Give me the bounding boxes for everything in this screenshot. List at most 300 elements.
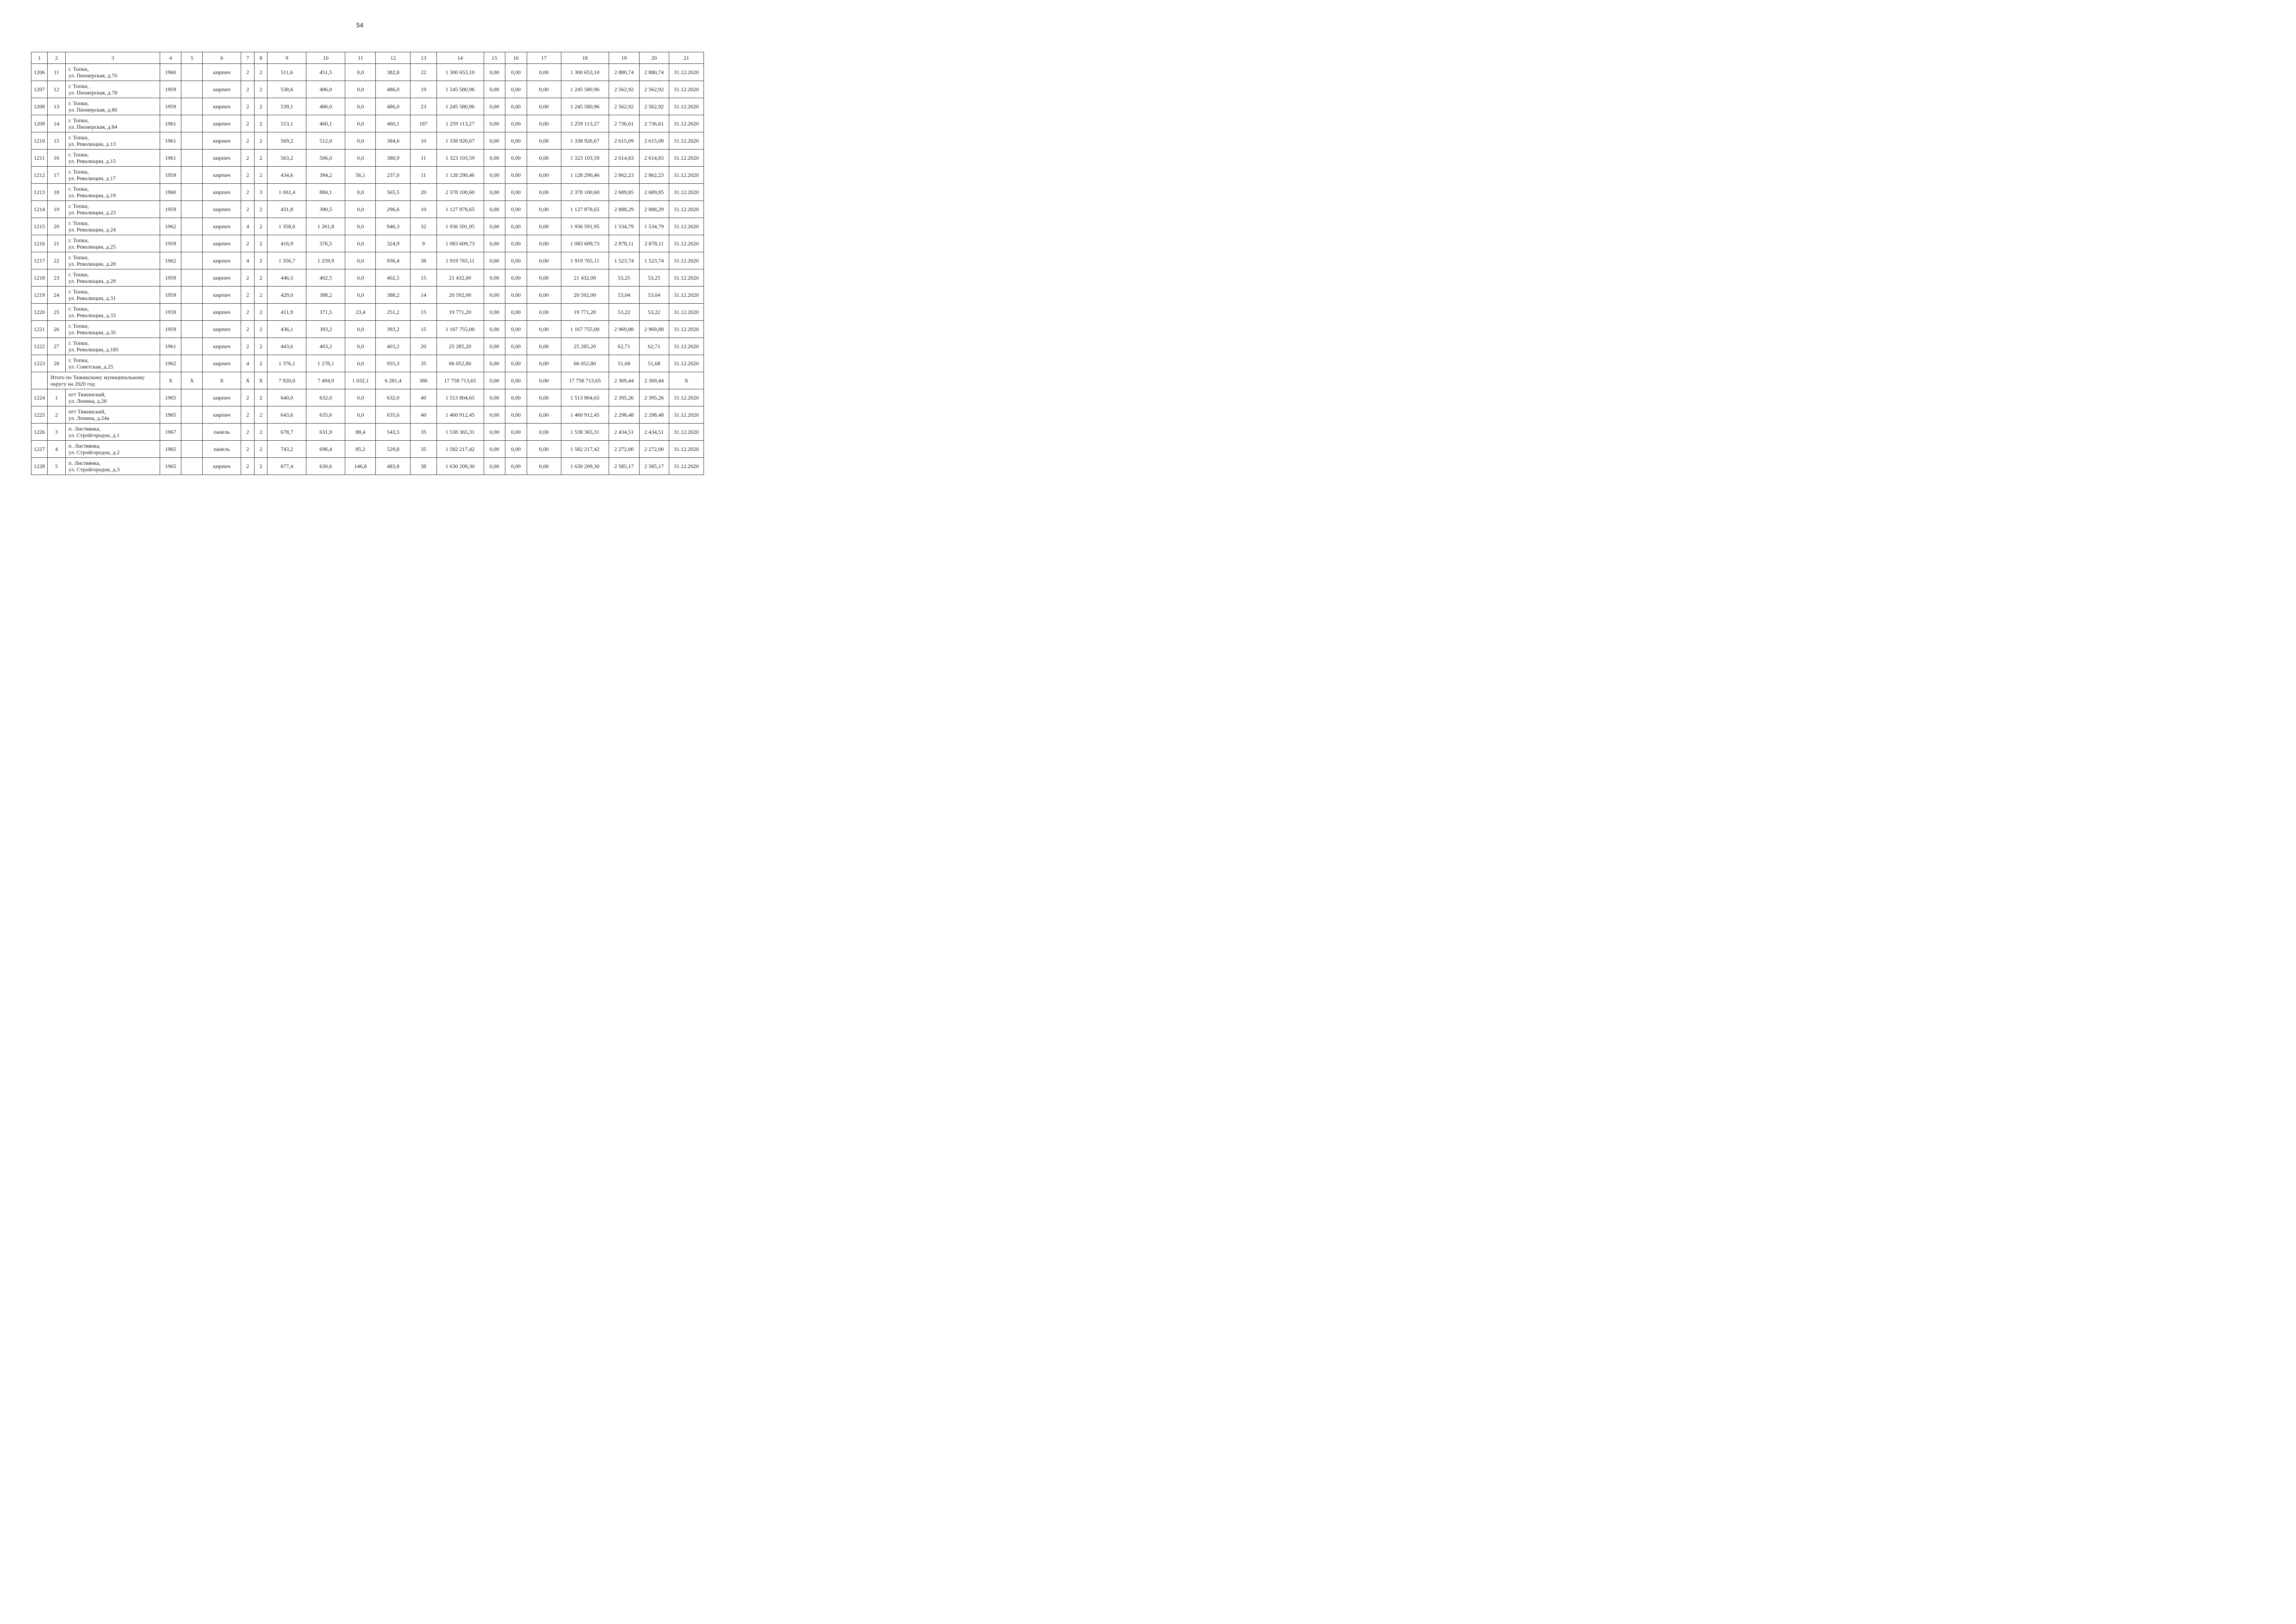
table-cell: кирпич — [203, 218, 241, 235]
table-cell: 382,8 — [376, 64, 411, 81]
row-sequence-cell: 1 — [48, 389, 66, 406]
table-cell — [181, 98, 203, 115]
table-cell: 1 128 290,46 — [436, 167, 484, 184]
table-row — [31, 389, 704, 406]
table-cell: 1959 — [160, 287, 181, 304]
table-cell: 53,25 — [639, 269, 669, 287]
table-cell: 1 358,6 — [268, 218, 306, 235]
address-settlement: пгт Тяжинский, — [68, 408, 106, 415]
table-cell — [181, 338, 203, 355]
table-cell: 1 356,7 — [268, 252, 306, 269]
table-cell: 631,9 — [306, 424, 345, 441]
table-cell: 2 — [255, 321, 268, 338]
address-cell — [66, 218, 160, 235]
table-cell: 19 — [411, 81, 436, 98]
table-cell: 2 — [255, 218, 268, 235]
table-cell: 2 — [255, 252, 268, 269]
table-cell — [181, 201, 203, 218]
table-cell: 53,22 — [639, 304, 669, 321]
table-cell: 486,0 — [306, 81, 345, 98]
address-street: ул. Революции, д.23 — [68, 209, 116, 216]
address-cell — [66, 115, 160, 132]
table-cell: 402,5 — [306, 269, 345, 287]
table-cell: 3 — [255, 184, 268, 201]
table-cell: 2 689,85 — [639, 184, 669, 201]
table-cell: 38 — [411, 458, 436, 475]
table-cell: кирпич — [203, 287, 241, 304]
address-street: ул. Революции, д.185 — [68, 346, 119, 353]
table-cell: 632,0 — [376, 389, 411, 406]
table-cell: 23,4 — [345, 304, 376, 321]
column-header: 19 — [609, 52, 639, 64]
table-cell: 0,00 — [505, 218, 527, 235]
row-number-cell: 1219 — [31, 287, 48, 304]
table-cell: кирпич — [203, 115, 241, 132]
table-cell: 31.12.2020 — [669, 98, 703, 115]
table-cell: 237,0 — [376, 167, 411, 184]
table-cell — [181, 150, 203, 167]
table-cell: 0,00 — [527, 424, 561, 441]
address-cell — [66, 287, 160, 304]
row-number-cell: 1212 — [31, 167, 48, 184]
row-sequence-cell: 18 — [48, 184, 66, 201]
column-header: 2 — [48, 52, 66, 64]
table-cell: 2 — [241, 424, 255, 441]
table-cell: 429,0 — [268, 287, 306, 304]
address-settlement: пгт Тяжинский, — [68, 391, 106, 398]
total-cell: X — [181, 372, 203, 389]
address-settlement: г. Топки, — [68, 288, 89, 295]
table-cell: 0,00 — [484, 338, 505, 355]
address-settlement: г. Топки, — [68, 323, 89, 329]
column-header: 1 — [31, 52, 48, 64]
table-cell: кирпич — [203, 304, 241, 321]
table-cell: 2 434,51 — [639, 424, 669, 441]
table-cell: 251,2 — [376, 304, 411, 321]
table-cell: 0,00 — [484, 184, 505, 201]
table-cell: 2 615,09 — [639, 132, 669, 150]
table-row — [31, 287, 704, 304]
address-street: ул. Пионерская, д.80 — [68, 106, 118, 113]
table-cell: 2 395,26 — [609, 389, 639, 406]
table-cell: 0,0 — [345, 184, 376, 201]
table-row — [31, 81, 704, 98]
table-cell: 2 880,74 — [639, 64, 669, 81]
table-cell: 511,6 — [268, 64, 306, 81]
table-cell: 2 562,92 — [609, 81, 639, 98]
table-cell: кирпич — [203, 355, 241, 372]
table-cell: 2 — [255, 441, 268, 458]
table-cell: 431,8 — [268, 201, 306, 218]
table-cell: 677,4 — [268, 458, 306, 475]
address-settlement: г. Топки, — [68, 117, 89, 124]
table-cell: 0,00 — [527, 406, 561, 424]
table-cell: 2 — [241, 441, 255, 458]
row-sequence-cell: 4 — [48, 441, 66, 458]
table-cell: 2 — [255, 458, 268, 475]
table-cell: 1962 — [160, 218, 181, 235]
table-cell: 0,0 — [345, 406, 376, 424]
address-settlement: г. Топки, — [68, 340, 89, 346]
address-cell — [66, 132, 160, 150]
table-cell: 53,04 — [639, 287, 669, 304]
table-cell: 0,00 — [527, 338, 561, 355]
table-cell: 0,00 — [484, 235, 505, 252]
row-number-cell: 1228 — [31, 458, 48, 475]
table-cell: 0,0 — [345, 389, 376, 406]
table-cell: 0,00 — [505, 304, 527, 321]
address-cell — [66, 81, 160, 98]
table-cell: 1 534,79 — [609, 218, 639, 235]
table-cell: 543,5 — [376, 424, 411, 441]
table-cell: 0,00 — [527, 355, 561, 372]
table-cell: 56,1 — [345, 167, 376, 184]
table-cell: 0,00 — [484, 321, 505, 338]
table-cell: 0,0 — [345, 64, 376, 81]
table-cell — [181, 167, 203, 184]
table-cell: 31.12.2020 — [669, 441, 703, 458]
table-cell: 0,00 — [505, 252, 527, 269]
table-cell: 513,1 — [268, 115, 306, 132]
table-cell: 2 — [241, 304, 255, 321]
address-settlement: г. Топки, — [68, 220, 89, 226]
table-cell: 2 — [255, 167, 268, 184]
table-cell: 0,00 — [505, 64, 527, 81]
table-cell: 0,00 — [505, 406, 527, 424]
table-cell: 31.12.2020 — [669, 235, 703, 252]
table-cell: 460,1 — [306, 115, 345, 132]
row-sequence-cell: 23 — [48, 269, 66, 287]
table-cell: 31.12.2020 — [669, 338, 703, 355]
table-cell: 1965 — [160, 441, 181, 458]
address-street: ул. Ленина, д.24а — [68, 415, 109, 421]
table-cell — [181, 81, 203, 98]
table-cell: 0,0 — [345, 355, 376, 372]
table-cell: 0,00 — [505, 424, 527, 441]
table-cell: 40 — [411, 406, 436, 424]
table-cell: 390,5 — [306, 201, 345, 218]
total-cell: 17 758 713,65 — [561, 372, 609, 389]
table-cell: 31.12.2020 — [669, 150, 703, 167]
table-cell: 1 534,79 — [639, 218, 669, 235]
address-cell — [66, 321, 160, 338]
table-cell: 2 562,92 — [639, 98, 669, 115]
table-cell: 2 — [255, 269, 268, 287]
table-cell: 53,04 — [609, 287, 639, 304]
table-cell: 35 — [411, 355, 436, 372]
table-cell: 0,00 — [484, 201, 505, 218]
row-sequence-cell: 17 — [48, 167, 66, 184]
table-cell: 2 — [241, 321, 255, 338]
table-cell: 506,0 — [306, 150, 345, 167]
address-street: ул. Революции, д.17 — [68, 175, 116, 181]
table-cell: 4 — [241, 218, 255, 235]
table-cell: 1 582 217,42 — [436, 441, 484, 458]
address-street: ул. Советская, д.25 — [68, 363, 113, 370]
table-cell: 380,9 — [376, 150, 411, 167]
total-empty-cell — [31, 372, 48, 389]
address-street: ул. Стройгородок, д.2 — [68, 449, 120, 456]
table-cell: 0,00 — [484, 441, 505, 458]
table-cell: 1959 — [160, 98, 181, 115]
table-cell: 4 — [241, 355, 255, 372]
table-cell: 31.12.2020 — [669, 252, 703, 269]
row-number-cell: 1213 — [31, 184, 48, 201]
table-cell: 0,00 — [505, 132, 527, 150]
table-cell: 2 969,88 — [609, 321, 639, 338]
address-settlement: г. Топки, — [68, 357, 89, 363]
table-cell: 31.12.2020 — [669, 287, 703, 304]
table-cell: 0,00 — [527, 64, 561, 81]
table-cell — [181, 269, 203, 287]
address-settlement: п. Листвянка, — [68, 425, 101, 432]
address-street: ул. Революции, д.29 — [68, 278, 116, 284]
table-cell: 2 — [241, 287, 255, 304]
row-sequence-cell: 14 — [48, 115, 66, 132]
table-cell — [181, 115, 203, 132]
table-cell: 2 — [241, 98, 255, 115]
table-cell: 1 936 591,95 — [436, 218, 484, 235]
total-cell: 0,00 — [527, 372, 561, 389]
table-cell: 1965 — [160, 406, 181, 424]
table-cell: 0,00 — [484, 406, 505, 424]
row-number-cell: 1227 — [31, 441, 48, 458]
table-cell: 394,2 — [306, 167, 345, 184]
table-cell: 2 298,48 — [639, 406, 669, 424]
total-cell: 7 494,9 — [306, 372, 345, 389]
table-cell — [181, 218, 203, 235]
address-cell — [66, 338, 160, 355]
table-row — [31, 304, 704, 321]
table-cell: 0,00 — [484, 389, 505, 406]
table-cell: 1 245 580,96 — [561, 81, 609, 98]
table-cell: 0,0 — [345, 252, 376, 269]
table-cell: 1962 — [160, 252, 181, 269]
table-cell: 2 — [255, 389, 268, 406]
table-cell: кирпич — [203, 406, 241, 424]
table-cell: 0,00 — [527, 132, 561, 150]
table-cell: 2 — [255, 355, 268, 372]
table-cell: кирпич — [203, 321, 241, 338]
table-cell: 2 888,29 — [639, 201, 669, 218]
table-cell: 443,6 — [268, 338, 306, 355]
table-cell: 2 585,17 — [639, 458, 669, 475]
table-cell: 2 — [255, 235, 268, 252]
table-cell: кирпич — [203, 389, 241, 406]
table-cell: 2 — [241, 235, 255, 252]
table-cell: 955,3 — [376, 355, 411, 372]
row-number-cell: 1222 — [31, 338, 48, 355]
table-cell: 0,00 — [484, 458, 505, 475]
address-settlement: г. Топки, — [68, 151, 89, 158]
table-cell: 31.12.2020 — [669, 321, 703, 338]
table-cell: 2 — [255, 98, 268, 115]
table-cell: кирпич — [203, 167, 241, 184]
table-cell: 1 513 804,65 — [561, 389, 609, 406]
table-cell: 2 — [241, 81, 255, 98]
table-cell: 2 862,23 — [609, 167, 639, 184]
table-cell: 324,9 — [376, 235, 411, 252]
table-cell: 0,00 — [484, 98, 505, 115]
row-sequence-cell: 16 — [48, 150, 66, 167]
table-cell: 35 — [411, 424, 436, 441]
table-cell: 31.12.2020 — [669, 424, 703, 441]
column-header: 7 — [241, 52, 255, 64]
total-label-line: Итого по Тяжинскому муниципальному — [50, 374, 145, 381]
table-cell: 0,0 — [345, 132, 376, 150]
address-settlement: г. Топки, — [68, 83, 89, 89]
address-cell — [66, 98, 160, 115]
table-cell: 1959 — [160, 235, 181, 252]
table-cell: 0,00 — [505, 201, 527, 218]
table-cell: 2 — [255, 338, 268, 355]
table-cell: 0,00 — [527, 441, 561, 458]
table-cell: 88,4 — [345, 424, 376, 441]
table-cell: 569,2 — [268, 132, 306, 150]
table-cell: 2 298,48 — [609, 406, 639, 424]
table-cell: 451,5 — [306, 64, 345, 81]
table-cell: 53,25 — [609, 269, 639, 287]
table-cell: 2 395,26 — [639, 389, 669, 406]
table-cell: 0,00 — [505, 338, 527, 355]
table-cell: 2 736,61 — [609, 115, 639, 132]
table-cell: 35 — [411, 441, 436, 458]
table-cell: 1 582 217,42 — [561, 441, 609, 458]
table-cell: 23 — [411, 98, 436, 115]
table-cell: 1 460 912,45 — [561, 406, 609, 424]
table-cell: 1 338 926,67 — [561, 132, 609, 150]
table-row — [31, 441, 704, 458]
table-cell: 1 538 365,31 — [561, 424, 609, 441]
table-cell: 1 936 591,95 — [561, 218, 609, 235]
table-cell: 371,5 — [306, 304, 345, 321]
table-cell: 2 614,83 — [639, 150, 669, 167]
column-header: 14 — [436, 52, 484, 64]
address-street: ул. Революции, д.13 — [68, 141, 116, 147]
table-cell: 1 127 878,65 — [436, 201, 484, 218]
total-cell: 0,00 — [484, 372, 505, 389]
address-settlement: г. Топки, — [68, 66, 89, 72]
table-cell: 4 — [241, 252, 255, 269]
table-cell: 0,0 — [345, 235, 376, 252]
row-number-cell: 1215 — [31, 218, 48, 235]
table-cell: 31.12.2020 — [669, 218, 703, 235]
total-cell: 2 369,44 — [639, 372, 669, 389]
table-cell: 2 — [241, 389, 255, 406]
table-row — [31, 64, 704, 81]
row-number-cell: 1211 — [31, 150, 48, 167]
table-cell: 31.12.2020 — [669, 201, 703, 218]
table-cell: 2 378 100,60 — [561, 184, 609, 201]
table-cell: 539,1 — [268, 98, 306, 115]
address-cell — [66, 458, 160, 475]
table-cell: 0,00 — [527, 167, 561, 184]
table-cell: 1959 — [160, 321, 181, 338]
table-cell: 1961 — [160, 115, 181, 132]
table-cell: 2 — [241, 458, 255, 475]
table-cell: 2 — [241, 150, 255, 167]
table-cell: кирпич — [203, 458, 241, 475]
address-settlement: г. Топки, — [68, 254, 89, 261]
table-cell: 884,1 — [306, 184, 345, 201]
table-cell: 0,00 — [505, 167, 527, 184]
table-cell: 630,6 — [306, 458, 345, 475]
table-cell: 416,9 — [268, 235, 306, 252]
table-cell: 31.12.2020 — [669, 184, 703, 201]
address-settlement: п. Листвянка, — [68, 443, 101, 449]
row-sequence-cell: 11 — [48, 64, 66, 81]
address-street: ул. Революции, д.25 — [68, 244, 116, 250]
address-settlement: п. Листвянка, — [68, 460, 101, 466]
table-cell: 1 245 580,96 — [561, 98, 609, 115]
table-cell: 1961 — [160, 150, 181, 167]
table-cell: 2 — [241, 201, 255, 218]
table-cell: 1 245 580,96 — [436, 81, 484, 98]
address-street: ул. Ленина, д.26 — [68, 398, 107, 404]
column-header: 8 — [255, 52, 268, 64]
column-header: 20 — [639, 52, 669, 64]
table-cell: 538,6 — [268, 81, 306, 98]
table-cell: 0,0 — [345, 98, 376, 115]
table-cell: 0,00 — [484, 304, 505, 321]
table-row — [31, 150, 704, 167]
row-number-cell: 1225 — [31, 406, 48, 424]
table-cell: 31.12.2020 — [669, 389, 703, 406]
total-cell: 17 758 713,65 — [436, 372, 484, 389]
table-cell: 2 272,00 — [639, 441, 669, 458]
table-cell: 2 969,88 — [639, 321, 669, 338]
table-cell: 1 460 912,45 — [436, 406, 484, 424]
table-cell: 0,00 — [527, 389, 561, 406]
row-number-cell: 1223 — [31, 355, 48, 372]
row-number-cell: 1217 — [31, 252, 48, 269]
table-cell: 2 272,00 — [609, 441, 639, 458]
row-sequence-cell: 28 — [48, 355, 66, 372]
column-header: 17 — [527, 52, 561, 64]
table-cell: 0,00 — [484, 132, 505, 150]
row-sequence-cell: 13 — [48, 98, 66, 115]
table-cell: 434,6 — [268, 167, 306, 184]
table-cell: 15 — [411, 304, 436, 321]
address-street: ул. Пионерская, д.78 — [68, 89, 118, 96]
address-cell — [66, 64, 160, 81]
address-street: ул. Революции, д.24 — [68, 226, 116, 233]
table-cell: 2 434,51 — [609, 424, 639, 441]
table-cell: 1 919 765,11 — [561, 252, 609, 269]
table-cell — [181, 321, 203, 338]
total-cell: 1 032,1 — [345, 372, 376, 389]
table-cell: 0,00 — [505, 235, 527, 252]
address-street: ул. Пионерская, д.84 — [68, 124, 118, 130]
address-cell — [66, 389, 160, 406]
column-header: 9 — [268, 52, 306, 64]
table-cell: 2 378 100,60 — [436, 184, 484, 201]
table-cell: 743,2 — [268, 441, 306, 458]
table-cell: 678,7 — [268, 424, 306, 441]
table-cell: 2 888,29 — [609, 201, 639, 218]
table-cell — [181, 64, 203, 81]
table-cell: 393,2 — [376, 321, 411, 338]
header-row — [31, 52, 704, 64]
row-sequence-cell: 19 — [48, 201, 66, 218]
table-cell: 2 — [241, 269, 255, 287]
row-number-cell: 1220 — [31, 304, 48, 321]
row-sequence-cell: 25 — [48, 304, 66, 321]
table-cell: 0,00 — [484, 115, 505, 132]
row-number-cell: 1221 — [31, 321, 48, 338]
column-header: 5 — [181, 52, 203, 64]
table-cell: 1 323 103,59 — [436, 150, 484, 167]
